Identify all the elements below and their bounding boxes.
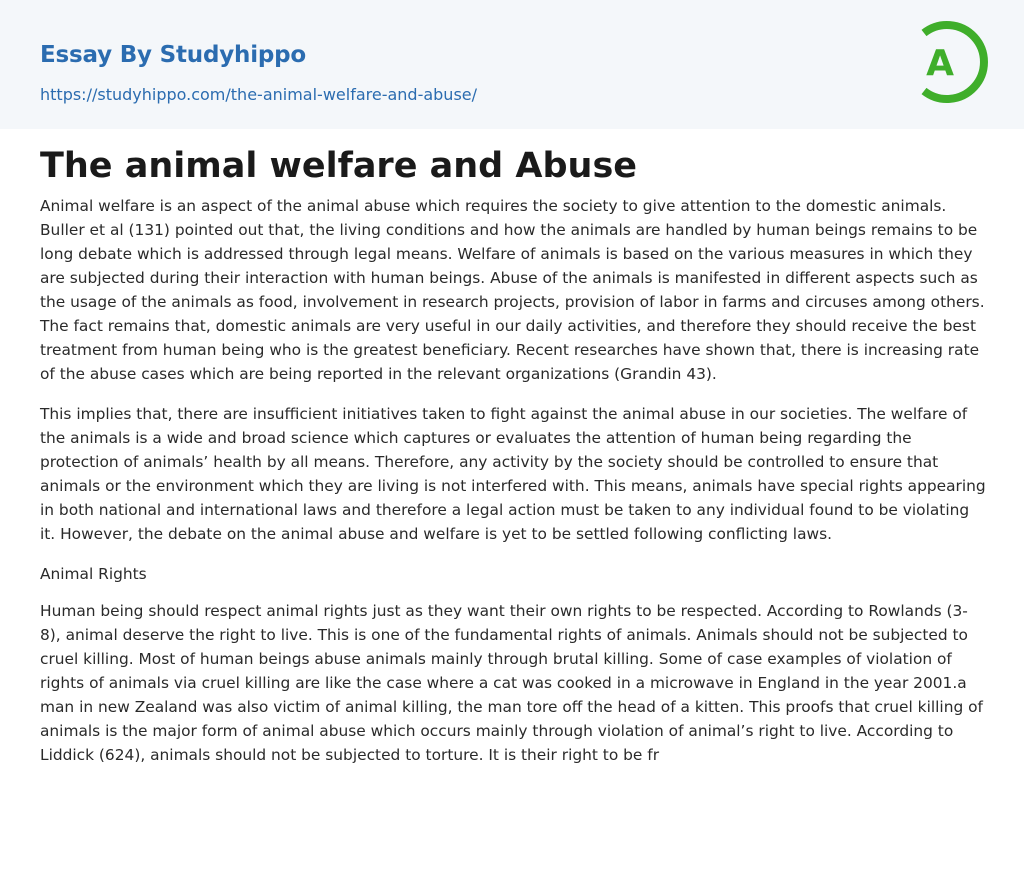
logo-letter: A	[926, 43, 954, 84]
site-header	[0, 0, 1024, 129]
essay-body	[40, 194, 988, 783]
essay-paragraph: Human being should respect animal rights just as they want their own rights to be respected. According to Rowlands (3-8), animal deserve the right to live. This is one of the fundamental rights of animals. Animals should not be subjected to cruel killing. Most of human beings abuse animals mainly through brutal killing. Some of case examples of violation of rights of animals via cruel killing are like the case where a cat was cooked in a microwave in England in the year 2001.a man in new Zealand was also victim of animal killing, the man tore off the head of a kitten. This proofs that cruel killing of animals is the major form of animal abuse which occurs mainly through violation of animal’s right to live. According to Liddick (624), animals should not be subjected to torture. It is their right to be fr	[40, 602, 983, 764]
essay-paragraph: Animal welfare is an aspect of the animal abuse which requires the society to give attention to the domestic animals. Buller et al (131) pointed out that, the living conditions and how the animals are handled by human beings remains to be long debate which is addressed through legal means. Welfare of animals is based on the various measures in which they are subjected during their interaction with human beings. Abuse of the animals is manifested in different aspects such as the usage of the animals as food, involvement in research projects, provision of labor in farms and circuses among others. The fact remains that, domestic animals are very useful in our daily activities, and therefore they should receive the best treatment from human being who is the greatest beneficiary. Recent researches have shown that, there is increasing rate of the abuse cases which are being reported in the relevant organizations (Grandin 43).	[40, 197, 985, 383]
section-heading-animal-rights: Animal Rights	[40, 565, 147, 583]
essay-url-link[interactable]: https://studyhippo.com/the-animal-welfare-and-abuse/	[40, 85, 478, 104]
studyhippo-logo-icon[interactable]	[910, 18, 990, 106]
essay-title: The animal welfare and Abuse	[40, 146, 638, 186]
essay-paragraph: This implies that, there are insufficient initiatives taken to fight against the animal abuse in our societies. The welfare of the animals is a wide and broad science which captures or evaluates the attention of human being regarding the protection of animals’ health by all means. Therefore, any activity by the society should be controlled to ensure that animals or the environment which they are living is not interfered with. This means, animals have special rights appearing in both national and international laws and therefore a legal action must be taken to any individual found to be violating it. However, the debate on the animal abuse and welfare is yet to be settled following conflicting laws.	[40, 405, 986, 543]
site-brand: Essay By Studyhippo	[40, 42, 307, 68]
